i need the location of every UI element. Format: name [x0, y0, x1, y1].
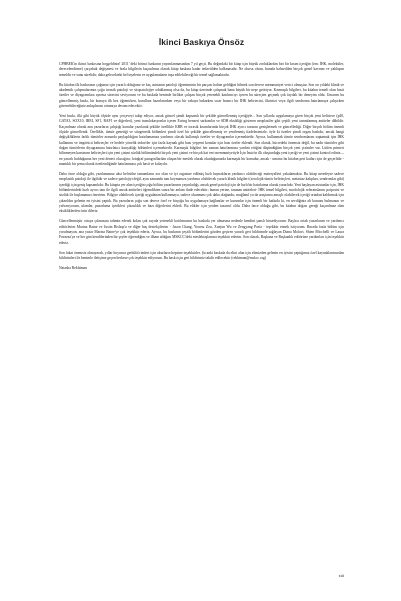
- paragraph: Daha önce olduğu gibi, yazılamamız aksi belirtilse tamamlanır zor olan ve iyi organize edilmiş hızlı kaynakların yardımcı olabileceği materyalleri yakalamaktır. Bu kitap neredeyse sadece neoplastik patoloji ile ilgilidir ve sadece patolojiyi değil, aynı zamanda tanı koymanıza yardımcı olabilecek yararlı klinik bilgileri (serolojik tümör belirteçleri, metastaz kalıpları, sendromlar gibi) içerdiği için geniş kapsamlıdır. Bu kitapta yer alan içeriğin çoğu bölüm yazarlarının yayınladığı, ancak genel patoloji için de hızlı bir hatırlatma olarak yararlıdır. Yeni başlayan asistanlar için, İHK bölümlerindeki hızlı ayrıcı tanı ile ilgili ancak antiteleri öğrendikten sonra bir anlam ifade edecektir; bunun yerine, tanınan antiteleri- İHK temel bilgileri, morfolojik referanslarını potporisi ve sözlük ile başlamanızı öneririm. Bilgiye olabilecek içeriği uygulanan kullanmaya, sadece okunması çok daha olağandır, muğlanıl ya da araştırma amaçlı olabilecek içeriği ortadan kaldırmak için çıkarıldın gelenin en iyisini yaptık. Bu yazarların çoğu son derece özel ve birçoğu bu uygulamaya bağlanılar ve kurumlar için önemli bir katkıda ki, en sevdiğiniz alt konuzu bulmanızı ve yalvarıyorum, ulamlar, pazarlama içerikleri çıkarıldık ve bazı diğerlerini ekledi. Bu elikler için yerden tasarruf oldu. Daha önce olduğu gibi, bu kitabın doğası gereği kaçınılmaz olan eksikliklerden özür dileriz.: [59, 171, 344, 214]
- page-title: İkinci Baskıya Önsöz: [158, 37, 245, 47]
- preface-body: [59, 62, 344, 271]
- paragraph: Son fakat önemsiz olmayarak, yıllar boyunca gerbilid rimleri için okurların hepsine teşekkürler. Şu anki baskıda da elini alan için elimizden gelenin en iyisini yaptığımız özel kaynaklarımızdan bildirimleri ile benimle iletişime geçen herkese çok teşekkür ediyorum. Bu baskı için geri bildirimiz takdir edilecektir (rekhtman@mskcc.org): [59, 250, 344, 260]
- paragraph: Güncellenmiştir ortaya çıkmasını tahmin ederek kolan çok sayıda yetenekli katılımcının bu baskıda yer almasına nedenle kendini şanslı hissediyorum. Başlıca ortak yazarlarım ve yardımcı editörlerim Marina Baine ve Justin Bishop'a ve diğer baş destekçilerim - Jason Chang, Yoursu Zou, Xuejun Wu ve Zengyang Pan'a - teşekkür etmek istiyorum. Burada fazla bölüm için yorulmayan, ana yazar Marina Baine'ye çok teşekkür ederiz. Ayrıca, bu baskının çeşitli bölümlerini gözden geçiren yararlı geri bildirimde sağlayan Diana Molavi, Shien Micchelli ve Laura Favazza'ya ve her gün kendilerinden bir şeyler öğrendiğim ve ilham aldığım MSKCC'deki meslektaşlarıma teşekkür ederim. Son olarak, Başkana ve Başkanlık editörüne yardımları için teşekkür ederiz.: [59, 219, 344, 245]
- author-signature: Natasha Rekhtman: [59, 265, 87, 270]
- paragraph: Yeni baskı, ilki gibi büyük ölçüde aynı çerçeveyi takip ediyor, ancak güncel şimdi kapsamlı bir şekilde güncellenmiş içeriğiyle... Son yıllarda uygulamaya giren birçok yeni belirtece (p40, GATA3, SOX10, IRF4, SF1, BAP1 ve diğerleri), yeni translokasyonlar içeren Ewing benzeri sarkomlar ve SDH eksikliği gösteren neoplaziler gibi çeşitli yeni tanımlanmış antiteler dâhildir. Kaçınılmaz olarak ana yazarların çalıştığı konular yazılarak şekilde özellikle KBB ve torasik kısımlarında birçok İHK ayrıcı tanısını genişletmek ve güncellediği. Diğer birçok bölüm önemli ölçüde güncellendi. Özellikle, tümör genetiği ve sitogenetik bölümleri şimdi özel bir şekilde güncellenmiş ve yenilenmiş ifadelerimizle, öyle ki özetler şimdi organ bazlıdır, ancak hangi değişikliklerin farklı tümörler arasında paylaşıldığını hatırlamanıza yardımcı olacak kullanışlı özetler ve diyagramlar içermektedir. Ayrıca, kullanmak tümör sendromlarını saptamak için İHK kullanımı ve öngörücü belirteçler ve hedefe yönelik tedaviler için fazla kaynak gibi bazı yepyeni konular için bazı özeler eklendi. Son olarak, hücredeki önemsiz değil, bu nadir tümörler gibi doğan tümörlerin diyagramına hatırlatıcı karışıklığı bölümleri içermektedir. Karmaşık bilgileri her zaman hatırlanması yardım ettiğini düşündüğüm birçok yeni çizimler var. Lütfen primeri bilinmeyen karsinom belirteçleri için yeni çizimi sözlük bölümündeki birçok yeni çizimi ve birçok kat veri memnuniyetiyle İçin İnsiz'ın ilk oluşturduğu yeni içeriği ve yeni çizimi kontrol ediniz— en yararlı bulduğunuz her yeni deneci olacağını; fotoğraf paragraflardan oluşan bir meslek olarak okuduğunuzda karmaşık bir konudur, ancak - umarız bu kitabın peri katları için de geçerlidir - mantıklı bir şema olarak özetlendiğinde hatırlanması çok basit ve kolaydır.: [59, 113, 344, 167]
- paragraph: Bu kitabın ilk baskısının çoğunuz için yararlı olduğunu ve kaç asistanın patoloji öğreniminin bir parçası haline geldiğini bilmek son derece memnuniyet verici olmuştur. Son on yıldaki klinik ve akademik çalışmalarımın çoğu torasik patoloji ve sitopatolojiye odaklanmış olsa da, bu kitap üzerinde çalışmak bana büyük bir neşe getiriyor. Karmaşık bilgileri, bu kitabın temeli olan basit özetler ve diyagramlara ayırma sürecini seviyorum ve bu baskıda benimle birlikte çalışan birçok yetenekli katılımcıyı içeren bu süreçten geçmek çok faydalı bir deneyim oldu. Umarım bu güncellenmiş baskı, bir konuya ilk kez öğrenirken, kurullara hazırlanırken veya bir vakaya bakarken sıcar bouncı bir İHK belirtecini, fikrinizi veya ilgili sendroma hatırlamaya çalışırken güvenebileceğiniz anlaşılması ortamıya devam edecektir.: [59, 82, 344, 108]
- paragraph: CPHBEK'in ikinci baskısına hoşgeldiniz! 2011' deki birinci baskının yayımlanmasından 7 yıl geçti. Bu değindaki bir kitap için büyük zorluklardan biri bir kısım içeriğin (örn. İHK, moleküler, derecelendirme) çarçabuk değişmesi ve hızla bilgilerin kaçınılmaz olarak kitap baskına kadar tedavülden kalkmasıdır. Ne olursa olsun, burada bahsedilen birçok genel kavram ve yaklaşım temeldir ve sonu sürelidir, daha gelecekteki bel teşelerin ve uygulamaların inşa edilebileceği bir temel sağlamaktadır.: [59, 62, 344, 77]
- page-number: xiii: [338, 573, 344, 578]
